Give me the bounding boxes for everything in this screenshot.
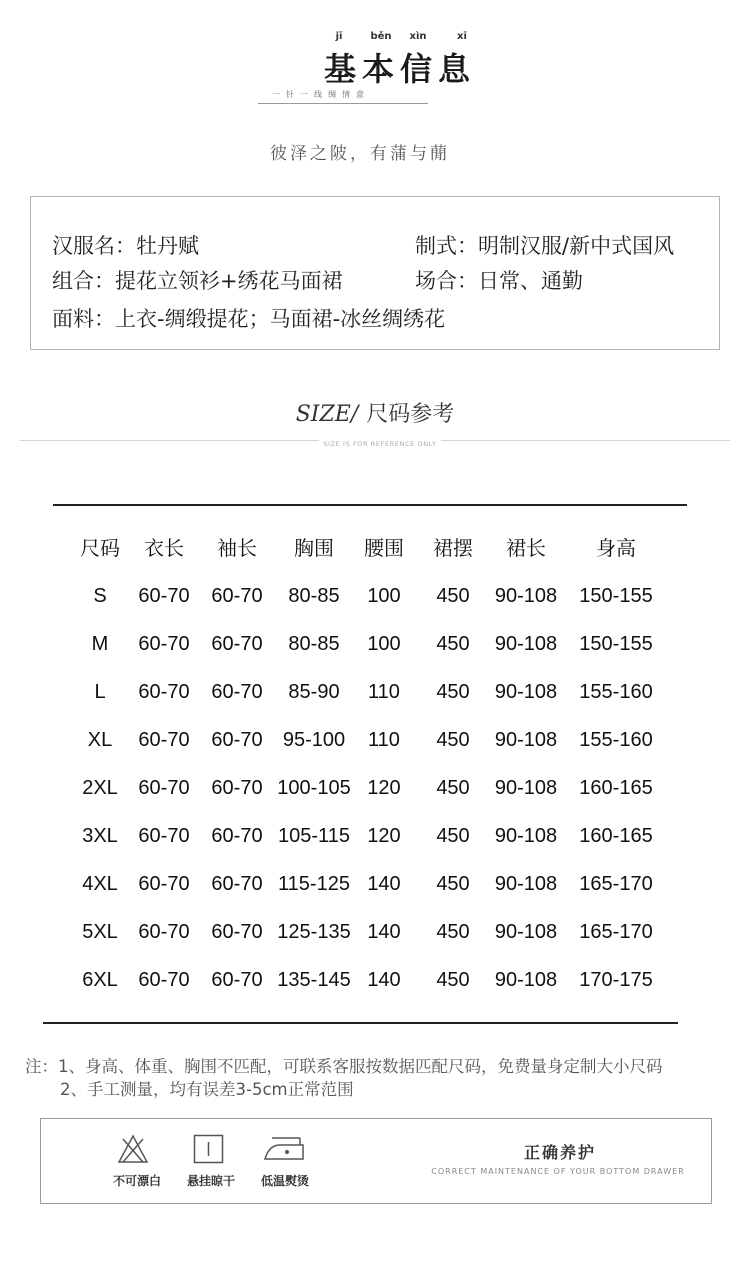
table-top-rule [53, 504, 687, 506]
size-table-cell: 60-70 [211, 825, 263, 847]
product-info-box [30, 196, 720, 350]
size-table-cell: 165-170 [579, 873, 653, 895]
size-table-cell: 60-70 [211, 777, 263, 799]
do-not-bleach-icon [116, 1133, 150, 1165]
size-label-cell: 2XL [82, 777, 118, 799]
size-label-cell: XL [87, 729, 113, 751]
size-label-cell: 4XL [82, 873, 118, 895]
size-table-cell: 90-108 [494, 633, 558, 655]
pinyin-ben: běn [370, 31, 392, 42]
size-table-row [0, 775, 750, 801]
size-title-en: SIZE/ [295, 402, 359, 427]
size-table-cell: 90-108 [494, 921, 558, 943]
size-table-cell: 60-70 [138, 969, 190, 991]
info-occasion: 场合：日常、通勤 [415, 269, 583, 293]
title-divider [258, 103, 428, 104]
size-table-cell: 155-160 [579, 681, 653, 703]
size-table-cell: 155-160 [579, 729, 653, 751]
size-table-cell: 170-175 [579, 969, 653, 991]
size-table-cell: 120 [367, 777, 401, 799]
info-hanfu-name: 汉服名：牡丹赋 [52, 234, 199, 258]
info-combination: 组合：提花立领衫+绣花马面裙 [52, 269, 343, 293]
size-table-cell: 450 [436, 873, 470, 895]
size-table-cell: 140 [367, 873, 401, 895]
size-table-cell: 125-135 [277, 921, 351, 943]
size-table-header-cell: 裙长 [506, 536, 546, 560]
pinyin-xi: xī [457, 31, 467, 42]
size-table-cell: 60-70 [138, 633, 190, 655]
size-table-cell: 110 [368, 681, 400, 703]
info-style: 制式：明制汉服/新中式国风 [415, 234, 675, 258]
hang-dry-icon [193, 1134, 225, 1164]
size-table-cell: 90-108 [494, 729, 558, 751]
size-table-cell: 450 [436, 921, 470, 943]
size-table-cell: 450 [436, 969, 470, 991]
size-table-cell: 60-70 [138, 825, 190, 847]
size-table-cell: 165-170 [579, 921, 653, 943]
size-table-cell: 60-70 [211, 633, 263, 655]
size-table-row [0, 631, 750, 657]
size-table-row [0, 919, 750, 945]
size-tagline: SIZE IS FOR REFERENCE ONLY [319, 440, 440, 448]
size-section-title [0, 400, 750, 431]
size-table-header-cell: 衣长 [144, 536, 184, 560]
size-table-cell: 80-85 [288, 585, 340, 607]
size-table-cell: 60-70 [138, 585, 190, 607]
size-table-cell: 90-108 [494, 777, 558, 799]
care-subtitle: CORRECT MAINTENANCE OF YOUR BOTTOM DRAWER [431, 1167, 685, 1176]
size-table-cell: 60-70 [211, 921, 263, 943]
size-table-row [0, 583, 750, 609]
poem-line: 彼泽之陂，有蒲与蕑 [270, 144, 450, 164]
size-table-cell: 60-70 [138, 729, 190, 751]
size-table-cell: 140 [367, 921, 401, 943]
size-table-header-cell: 腰围 [364, 536, 404, 560]
note-line-2: 2、手工测量，均有误差3-5cm正常范围 [60, 1080, 354, 1099]
care-label-low-iron: 低温熨烫 [260, 1174, 309, 1188]
size-table-header-cell: 尺码 [80, 536, 120, 560]
size-table-cell: 95-100 [282, 729, 346, 751]
size-table-cell: 150-155 [579, 633, 653, 655]
size-table-cell: 100-105 [277, 777, 351, 799]
size-table-cell: 160-165 [579, 777, 653, 799]
size-table-header-cell: 身高 [596, 536, 636, 560]
size-table-cell: 60-70 [211, 585, 263, 607]
size-table-cell: 90-108 [494, 585, 558, 607]
size-table-row [0, 727, 750, 753]
size-table-cell: 450 [436, 681, 470, 703]
title-subtitle: 一针一线绸情意 [272, 90, 370, 99]
size-table-cell: 450 [436, 585, 470, 607]
size-table-cell: 135-145 [277, 969, 351, 991]
note-line-1: 注：1、身高、体重、胸围不匹配，可联系客服按数据匹配尺码，免费量身定制大小尺码 [25, 1057, 663, 1076]
size-label-cell: L [94, 681, 106, 703]
size-table-cell: 100 [367, 585, 401, 607]
size-table-header-cell: 袖长 [217, 536, 257, 560]
size-table-cell: 60-70 [211, 873, 263, 895]
size-table-cell: 60-70 [211, 729, 263, 751]
size-table-cell: 85-90 [288, 681, 340, 703]
size-table-cell: 150-155 [579, 585, 653, 607]
size-table-cell: 115-125 [278, 873, 350, 895]
size-table-header-row [0, 535, 750, 561]
size-table-cell: 60-70 [138, 921, 190, 943]
size-table-row [0, 967, 750, 993]
care-label-no-bleach: 不可漂白 [112, 1174, 161, 1188]
size-table-cell: 60-70 [138, 873, 190, 895]
size-label-cell: 5XL [82, 921, 118, 943]
size-label-cell: S [93, 585, 107, 607]
size-table-cell: 450 [436, 825, 470, 847]
care-label-hang-dry: 悬挂晾干 [186, 1174, 235, 1188]
size-table-row [0, 823, 750, 849]
size-table-cell: 110 [368, 729, 400, 751]
care-title: 正确养护 [523, 1143, 596, 1162]
iron-low-temperature-icon [262, 1135, 308, 1163]
size-table-cell: 105-115 [278, 825, 350, 847]
size-table-cell: 160-165 [579, 825, 653, 847]
size-label-cell: M [91, 633, 109, 655]
pinyin-xin: xìn [409, 31, 427, 42]
size-label-cell: 6XL [82, 969, 118, 991]
size-table-cell: 90-108 [494, 825, 558, 847]
size-label-cell: 3XL [82, 825, 118, 847]
size-tagline-wrap [300, 436, 460, 449]
size-table-cell: 450 [436, 777, 470, 799]
size-table-header-cell: 裙摆 [433, 536, 473, 560]
size-table-cell: 80-85 [288, 633, 340, 655]
size-table-cell: 120 [367, 825, 401, 847]
size-table-row [0, 679, 750, 705]
size-table-cell: 60-70 [211, 969, 263, 991]
size-table-cell: 140 [367, 969, 401, 991]
size-table-row [0, 871, 750, 897]
size-table-header-cell: 胸围 [294, 536, 334, 560]
size-table-cell: 90-108 [494, 681, 558, 703]
page-title: 基本信息 [323, 50, 476, 88]
size-table-cell: 60-70 [211, 681, 263, 703]
info-fabric: 面料：上衣-绸缎提花；马面裙-冰丝绸绣花 [52, 307, 446, 331]
size-table-cell: 60-70 [138, 681, 190, 703]
table-bottom-rule [43, 1022, 678, 1024]
size-table-cell: 60-70 [138, 777, 190, 799]
size-table-cell: 90-108 [494, 873, 558, 895]
size-table-cell: 450 [436, 729, 470, 751]
size-table-cell: 450 [436, 633, 470, 655]
size-table-cell: 100 [367, 633, 401, 655]
size-table-cell: 90-108 [494, 969, 558, 991]
pinyin-ji: jī [335, 31, 343, 42]
size-title-cn: 尺码参考 [366, 402, 455, 427]
